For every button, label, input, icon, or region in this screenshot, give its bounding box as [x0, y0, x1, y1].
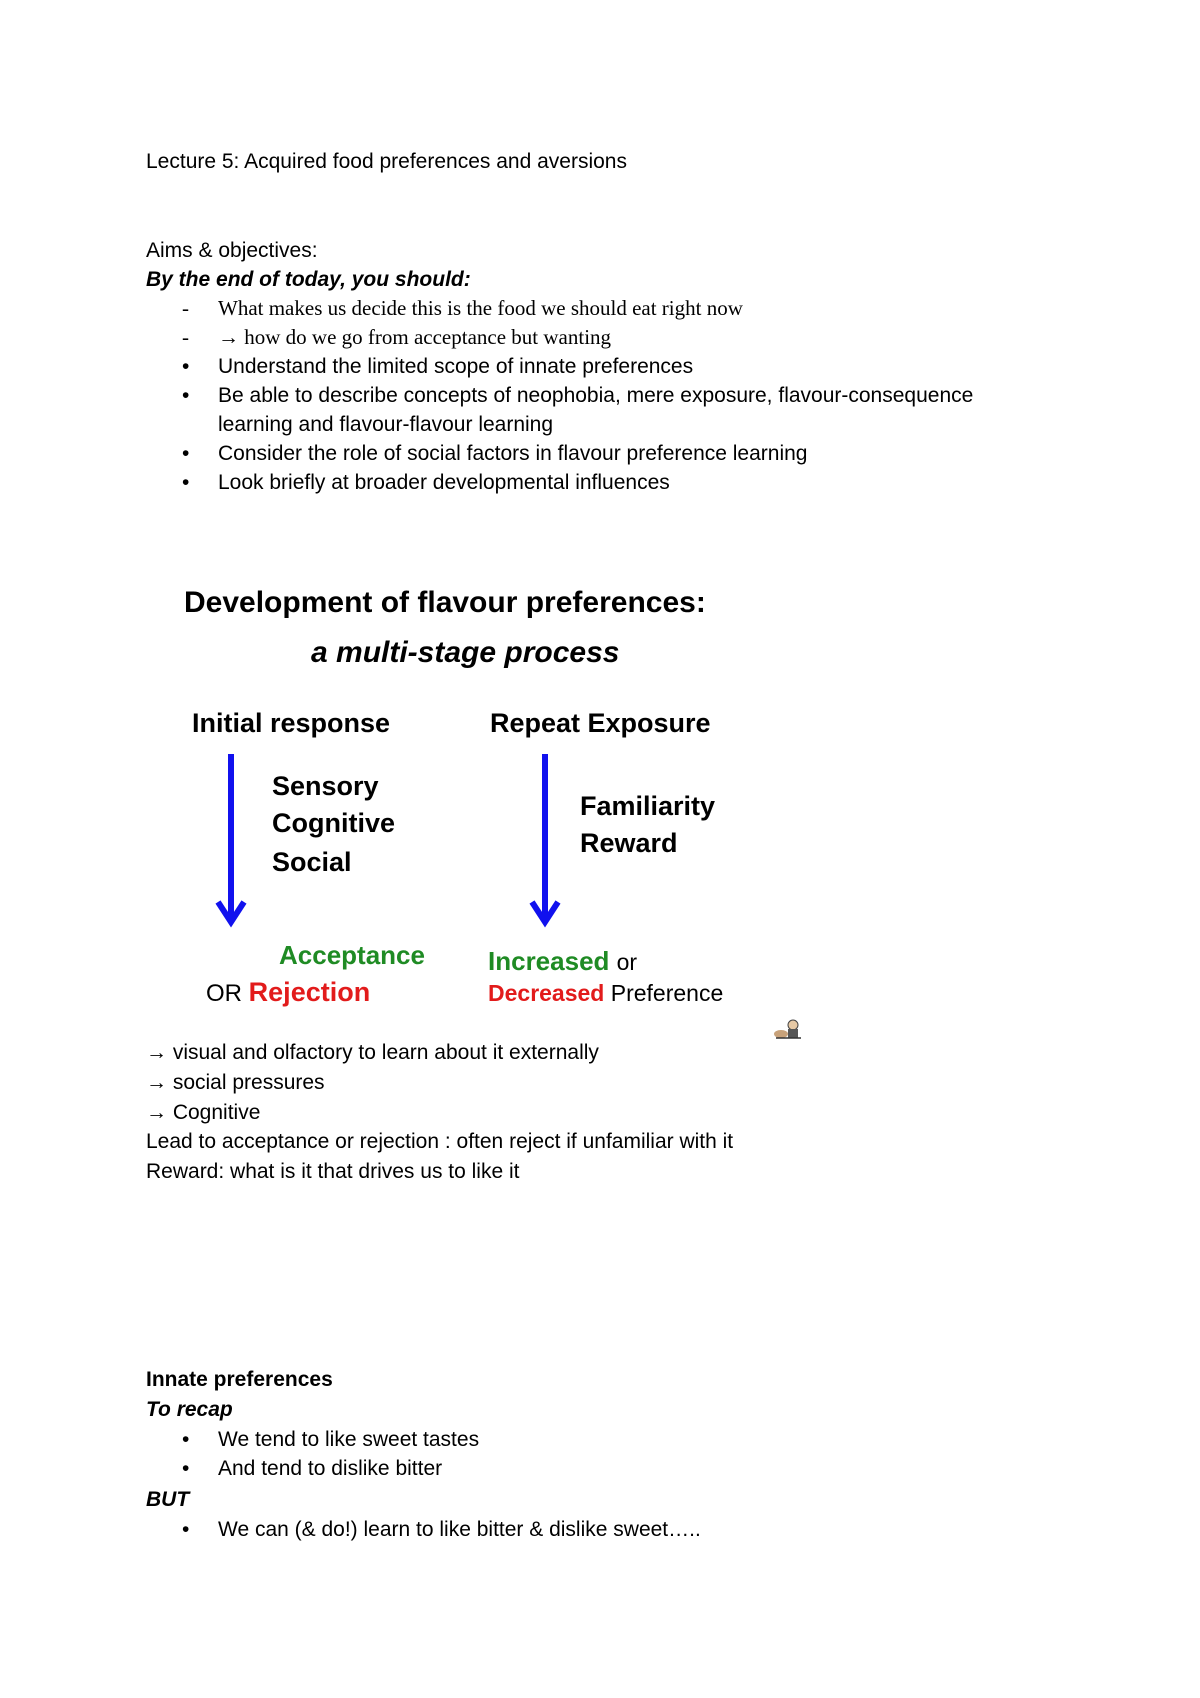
rejection-label: Rejection — [248, 977, 371, 1007]
recap-label: To recap — [146, 1398, 233, 1421]
list-item — [146, 410, 973, 439]
list-marker: • — [182, 471, 190, 494]
factor-reward: Reward — [580, 828, 678, 858]
decreased-label: Decreased — [488, 980, 605, 1006]
initial-response-arrow — [214, 752, 248, 932]
note-line: → visual and olfactory to learn about it externally — [146, 1041, 599, 1064]
list-item-text: What makes us decide this is the food we should eat right now — [218, 296, 743, 320]
aims-list — [146, 294, 973, 497]
outcome-decreased-line — [488, 980, 723, 1007]
diagram-title: Development of flavour preferences: — [184, 586, 706, 619]
innate-list — [146, 1425, 479, 1483]
list-item-text: learning and flavour-flavour learning — [218, 413, 554, 436]
diagram-subtitle: a multi-stage process — [311, 636, 620, 669]
increased-label: Increased — [488, 946, 610, 976]
factor-familiarity: Familiarity — [580, 791, 716, 821]
list-item-text: Look briefly at broader developmental influences — [218, 471, 670, 494]
aims-heading: Aims & objectives: — [146, 239, 318, 262]
document-title: Lecture 5: Acquired food preferences and aversions — [146, 150, 627, 173]
list-item-text: Understand the limited scope of innate preferences — [218, 355, 694, 378]
list-item — [146, 1454, 479, 1483]
outcome-or-left — [206, 977, 370, 1008]
list-item-text: Consider the role of social factors in flavour preference learning — [218, 442, 808, 465]
list-item — [146, 352, 973, 381]
factor-social: Social — [272, 847, 352, 877]
but-label: BUT — [146, 1488, 190, 1511]
or-text: or — [616, 949, 638, 975]
note-line: → social pressures — [146, 1071, 325, 1094]
acceptance-label: Acceptance — [279, 940, 425, 970]
list-item — [146, 468, 973, 497]
list-item — [146, 294, 973, 323]
list-item — [146, 323, 973, 352]
repeat-exposure-arrow — [528, 752, 562, 932]
innate-heading: Innate preferences — [146, 1368, 333, 1391]
bullet-marker: • — [182, 1518, 190, 1541]
note-line: Reward: what is it that drives us to like it — [146, 1160, 520, 1183]
innate-list-2 — [146, 1515, 701, 1544]
factor-sensory: Sensory — [272, 771, 379, 801]
factor-cognitive: Cognitive — [272, 808, 396, 838]
outcome-increased-line — [488, 946, 637, 977]
list-item — [146, 439, 973, 468]
figure-icon — [773, 1018, 803, 1040]
list-item — [146, 381, 973, 410]
or-text: OR — [206, 980, 242, 1007]
list-item-text: We tend to like sweet tastes — [218, 1428, 480, 1451]
list-marker: • — [182, 442, 190, 465]
list-marker: • — [182, 384, 190, 407]
note-line: → Cognitive — [146, 1101, 261, 1124]
list-marker: - — [182, 296, 189, 320]
list-item-text: We can (& do!) learn to like bitter & dislike sweet….. — [218, 1518, 701, 1541]
list-marker: - — [182, 325, 189, 349]
preference-text: Preference — [610, 980, 724, 1006]
list-item — [146, 1425, 479, 1454]
bullet-marker: • — [182, 1457, 190, 1480]
list-marker: • — [182, 355, 190, 378]
list-item-text: And tend to dislike bitter — [218, 1457, 443, 1480]
list-item-text: → how do we go from acceptance but wanting — [218, 325, 612, 349]
note-line: Lead to acceptance or rejection : often reject if unfamiliar with it — [146, 1130, 734, 1153]
initial-response-heading: Initial response — [192, 708, 391, 738]
list-item — [146, 1515, 701, 1544]
list-item-text: Be able to describe concepts of neophobia, mere exposure, flavour-consequence — [218, 384, 974, 407]
aims-subheading: By the end of today, you should: — [146, 268, 471, 291]
bullet-marker: • — [182, 1428, 190, 1451]
repeat-exposure-heading: Repeat Exposure — [490, 708, 711, 738]
